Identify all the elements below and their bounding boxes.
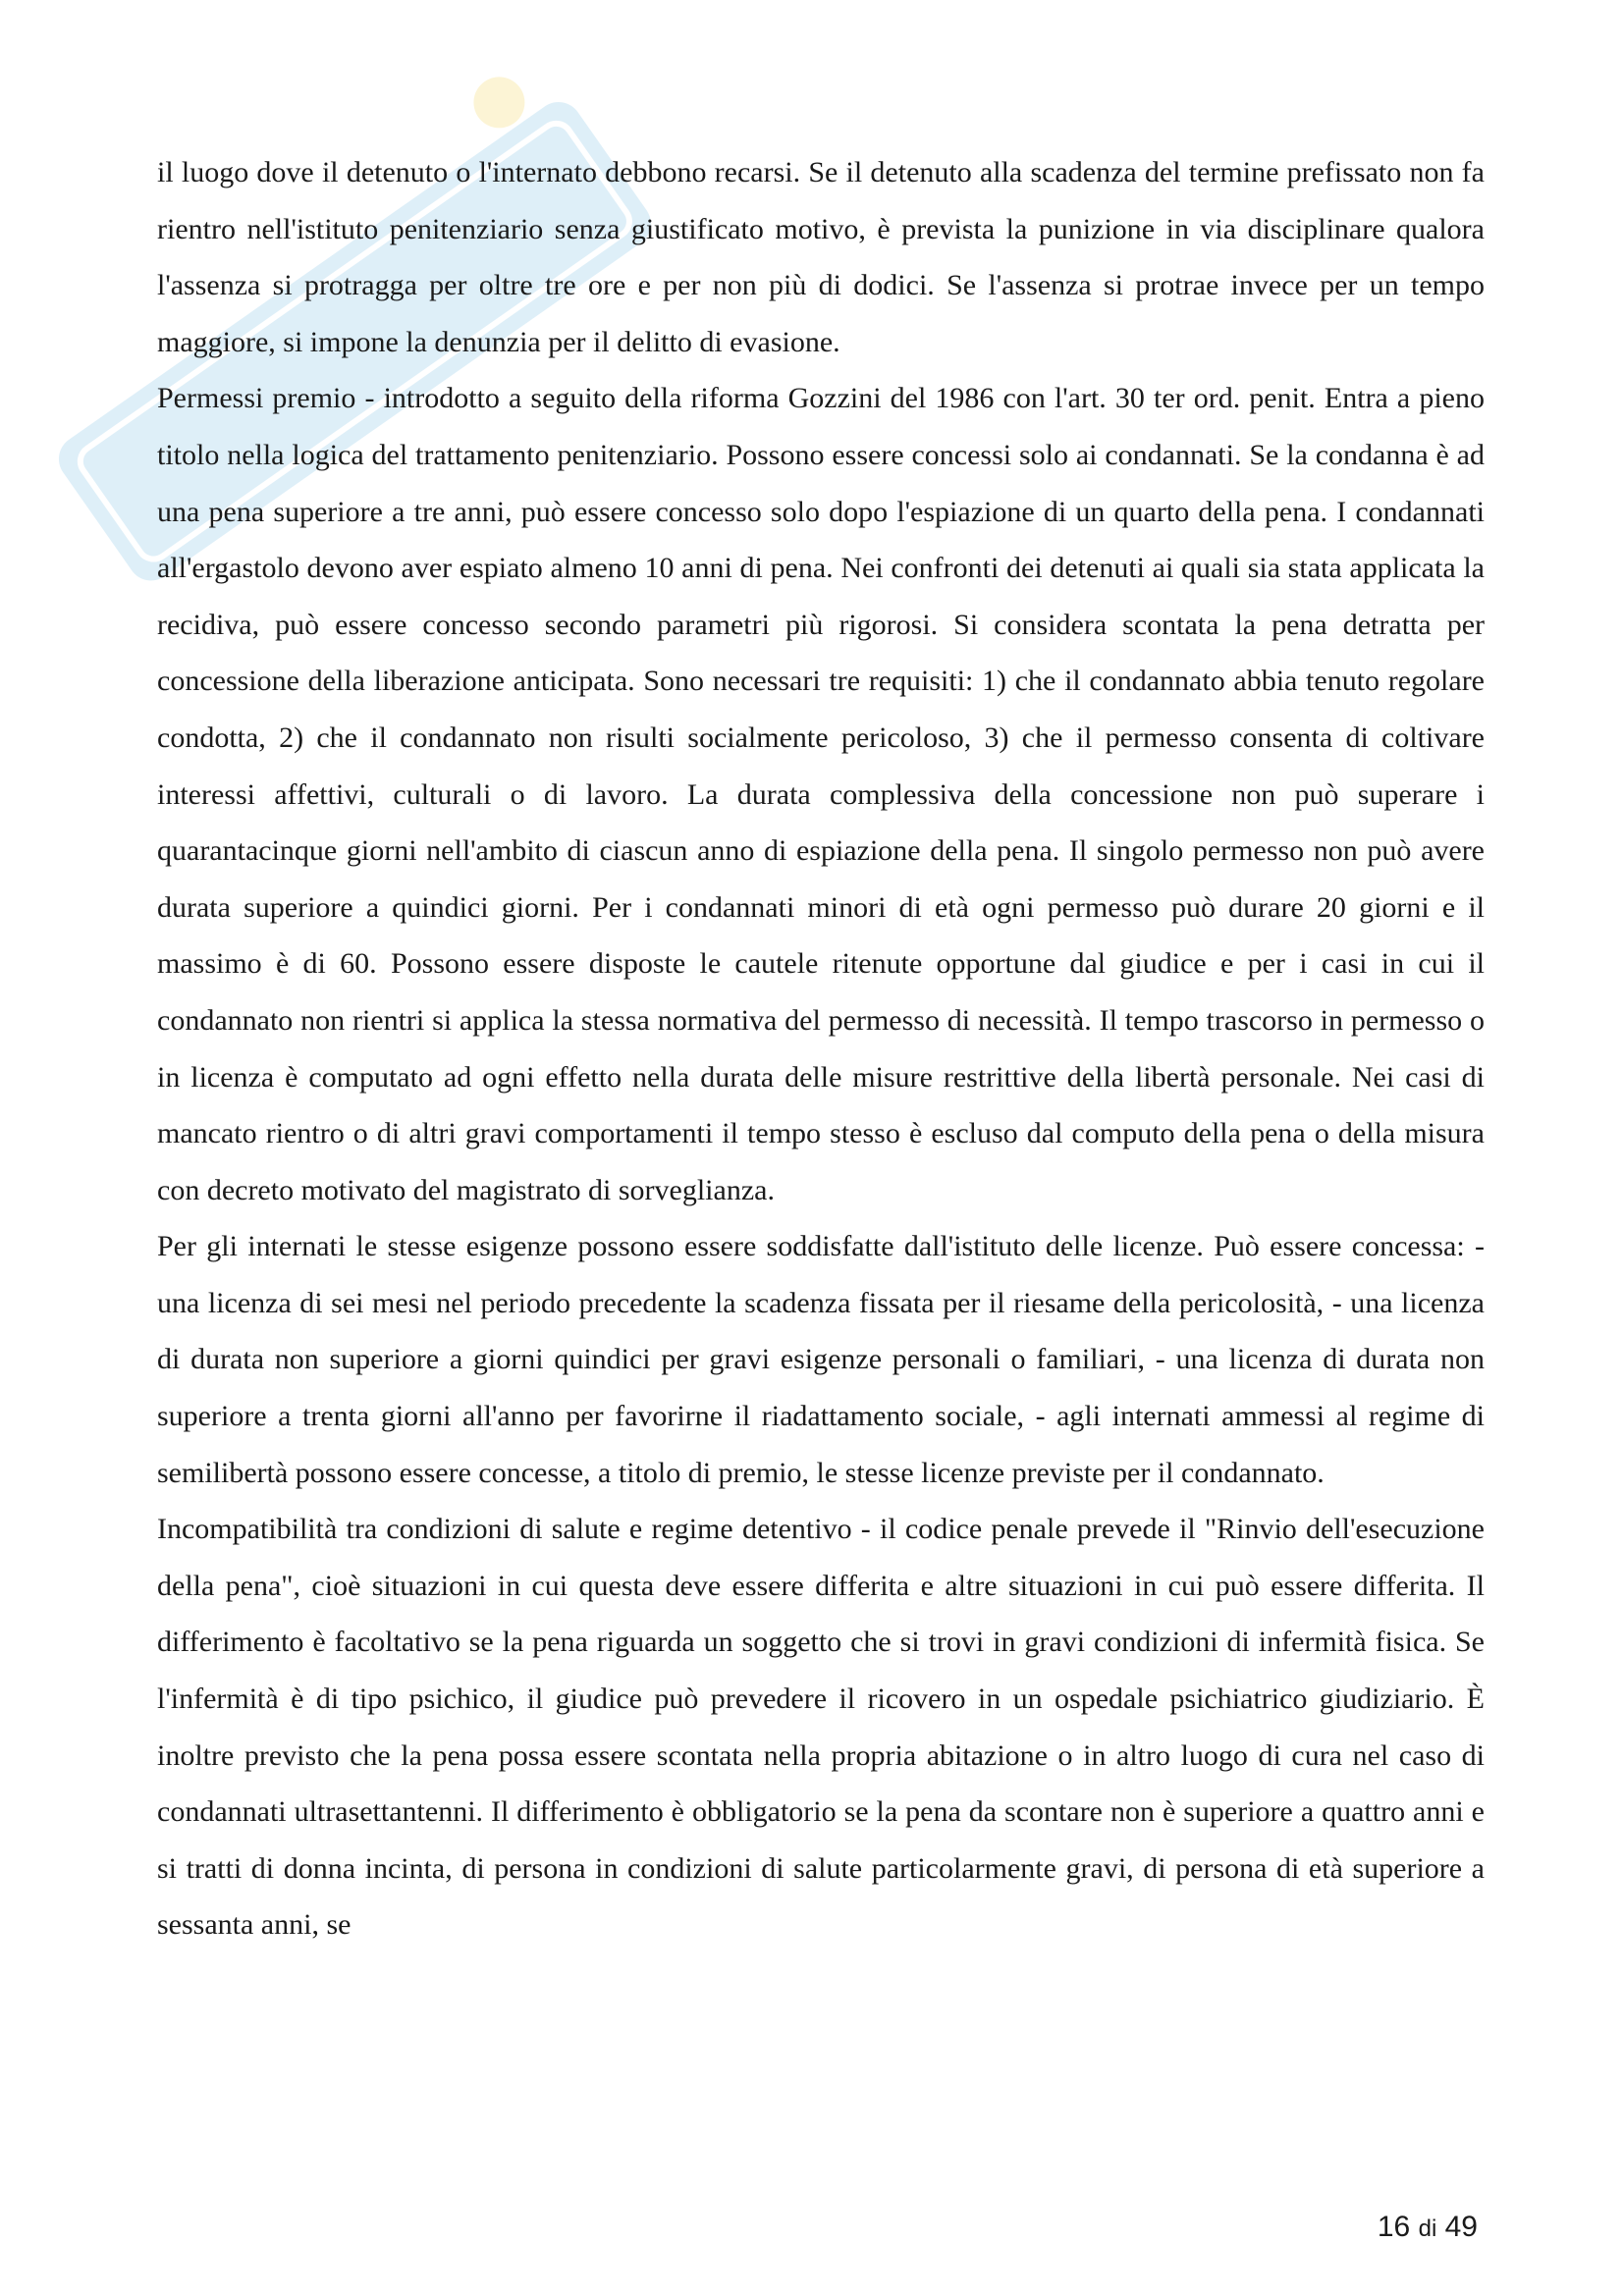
page-number-current: 16	[1377, 2211, 1411, 2243]
body-text	[157, 144, 1485, 1953]
paragraph-evasione: il luogo dove il detenuto o l'internato debbono recarsi. Se il detenuto alla scadenza del termine prefissato non fa rientro nell'istituto penitenziario senza giustificato motivo, è prevista la punizione in via disciplinare qualora l'assenza si protragga per oltre tre ore e per non più di dodici. Se l'assenza si protrae invece per un tempo maggiore, si impone la denunzia per il delitto di evasione.	[157, 156, 1485, 358]
paragraph-licenze-internati: Per gli internati le stesse esigenze possono essere soddisfatte dall'istituto delle licenze. Può essere concessa: - una licenza di sei mesi nel periodo precedente la scadenza fissata per il riesame della pericolosità, - una licenza di durata non superiore a giorni quindici per gravi esigenze personali o familiari, - una licenza di durata non superiore a trenta giorni all'anno per favorirne il riadattamento sociale, - agli internati ammessi al regime di semilibertà possono essere concesse, a titolo di premio, le stesse licenze previste per il condannato.	[157, 1230, 1485, 1489]
paragraph-incompatibilita-salute: Incompatibilità tra condizioni di salute e regime detentivo - il codice penale prevede il "Rinvio dell'esecuzione della pena", cioè situazioni in cui questa deve essere differita e altre situazioni in cui può essere differita. Il differimento è facoltativo se la pena riguarda un soggetto che si trovi in gravi condizioni di infermità fisica. Se l'infermità è di tipo psichico, il giudice può prevedere il ricovero in un ospedale psichiatrico giudiziario. È inoltre previsto che la pena possa essere scontata nella propria abitazione o in altro luogo di cura nel caso di condannati ultrasettantenni. Il differimento è obbligatorio se la pena da scontare non è superiore a quattro anni e si tratti di donna incinta, di persona in condizioni di salute particolarmente gravi, di persona di età superiore a sessanta anni, se	[157, 1513, 1485, 1942]
page-number	[1378, 2211, 1478, 2244]
paragraph-permessi-premio: Permessi premio - introdotto a seguito della riforma Gozzini del 1986 con l'art. 30 ter ord. penit. Entra a pieno titolo nella logica del trattamento penitenziario. Possono essere concessi solo ai condannati. Se la condanna è ad una pena superiore a tre anni, può essere concesso solo dopo l'espiazione di un quarto della pena. I condannati all'ergastolo devono aver espiato almeno 10 anni di pena. Nei confronti dei detenuti ai quali sia stata applicata la recidiva, può essere concesso secondo parametri più rigorosi. Si considera scontata la pena detratta per concessione della liberazione anticipata. Sono necessari tre requisiti: 1) che il condannato abbia tenuto regolare condotta, 2) che il condannato non risulti socialmente pericoloso, 3) che il permesso consenta di coltivare interessi affettivi, culturali o di lavoro. La durata complessiva della concessione non può superare i quarantacinque giorni nell'ambito di ciascun anno di espiazione della pena. Il singolo permesso non può avere durata superiore a quindici giorni. Per i condannati minori di età ogni permesso può durare 20 giorni e il massimo è di 60. Possono essere disposte le cautele ritenute opportune dal giudice e per i casi in cui il condannato non rientri si applica la stessa normativa del permesso di necessità. Il tempo trascorso in permesso o in licenza è computato ad ogni effetto nella durata delle misure restrittive della libertà personale. Nei casi di mancato rientro o di altri gravi comportamenti il tempo stesso è escluso dal computo della pena o della misura con decreto motivato del magistrato di sorveglianza.	[157, 382, 1485, 1206]
page-number-total: 49	[1444, 2211, 1478, 2243]
page-number-separator: di	[1418, 2216, 1437, 2242]
watermark-star-icon	[463, 67, 534, 137]
